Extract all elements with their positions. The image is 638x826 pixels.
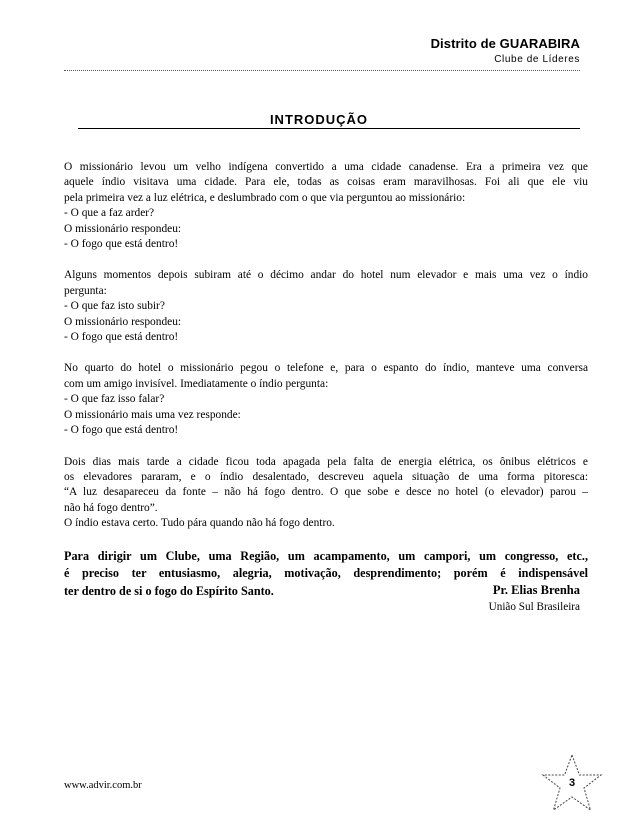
author-name: Pr. Elias Brenha	[492, 583, 580, 597]
text-line: - O que a faz arder?	[64, 207, 155, 220]
text-line: pergunta:	[64, 284, 107, 297]
signature-block	[489, 581, 580, 615]
text-line: - O fogo que está dentro!	[64, 331, 179, 344]
text-line: - O que faz isto subir?	[64, 300, 165, 313]
text-line: - O que faz isso falar?	[64, 393, 165, 406]
district-title: Distrito de GUARABIRA	[430, 36, 580, 51]
text-line: é preciso ter entusiasmo, alegria, motivação, desprendimento; porém é indispensável	[64, 566, 588, 581]
paragraph-4	[64, 455, 588, 532]
text-line: O missionário levou um velho indígena convertido a uma cidade canadense. Era a primeira vez que	[64, 161, 588, 173]
document-body	[64, 160, 588, 600]
text-line: “A luz desapareceu da fonte – não há fogo dentro. O que sobe e desce no hotel (o elevador) parou –	[64, 486, 588, 499]
paragraph-3	[64, 361, 588, 438]
text-line: com um amigo invisível. Imediatamente o índio pergunta:	[64, 377, 329, 390]
text-line: O missionário respondeu:	[64, 315, 182, 328]
text-line: Dois dias mais tarde a cidade ficou toda apagada pela falta de energia elétrica, os ônibus elétricos e	[64, 455, 588, 468]
header-divider	[64, 70, 580, 71]
text-line: os elevadores pararam, e o índio desalentado, descreveu aquela situação de uma forma pitoresca:	[64, 470, 588, 483]
club-subtitle: Clube de Líderes	[494, 54, 580, 65]
text-line: O missionário respondeu:	[64, 222, 182, 235]
text-line: - O fogo que está dentro!	[64, 424, 179, 437]
text-line: O missionário mais uma vez responde:	[64, 408, 241, 421]
title-underline	[78, 128, 580, 129]
text-line: pela primeira vez a luz elétrica, e deslumbrado com o que via perguntou ao missionário:	[64, 191, 466, 204]
text-line: não há fogo dentro”.	[64, 501, 158, 514]
author-organization: União Sul Brasileira	[488, 601, 580, 613]
text-line: Alguns momentos depois subiram até o décimo andar do hotel num elevador e mais uma vez o índio	[64, 269, 588, 282]
page-number: 3	[568, 777, 576, 789]
text-line: - O fogo que está dentro!	[64, 238, 179, 251]
text-line: No quarto do hotel o missionário pegou o telefone e, para o espanto do índio, manteve uma conversa	[64, 362, 588, 375]
text-line: aquele índio visitava uma cidade. Para ele, todas as coisas eram maravilhosas. Foi ali que ele viu	[64, 176, 588, 189]
paragraph-1	[64, 160, 588, 252]
footer-website: www.advir.com.br	[64, 780, 142, 791]
page-title: INTRODUÇÃO	[269, 112, 369, 127]
text-line: O índio estava certo. Tudo pára quando não há fogo dentro.	[64, 517, 335, 530]
text-line: ter dentro de si o fogo do Espírito Santo.	[64, 583, 274, 598]
text-line: Para dirigir um Clube, uma Região, um acampamento, um campori, um congresso, etc.,	[64, 548, 588, 563]
paragraph-2	[64, 268, 588, 345]
